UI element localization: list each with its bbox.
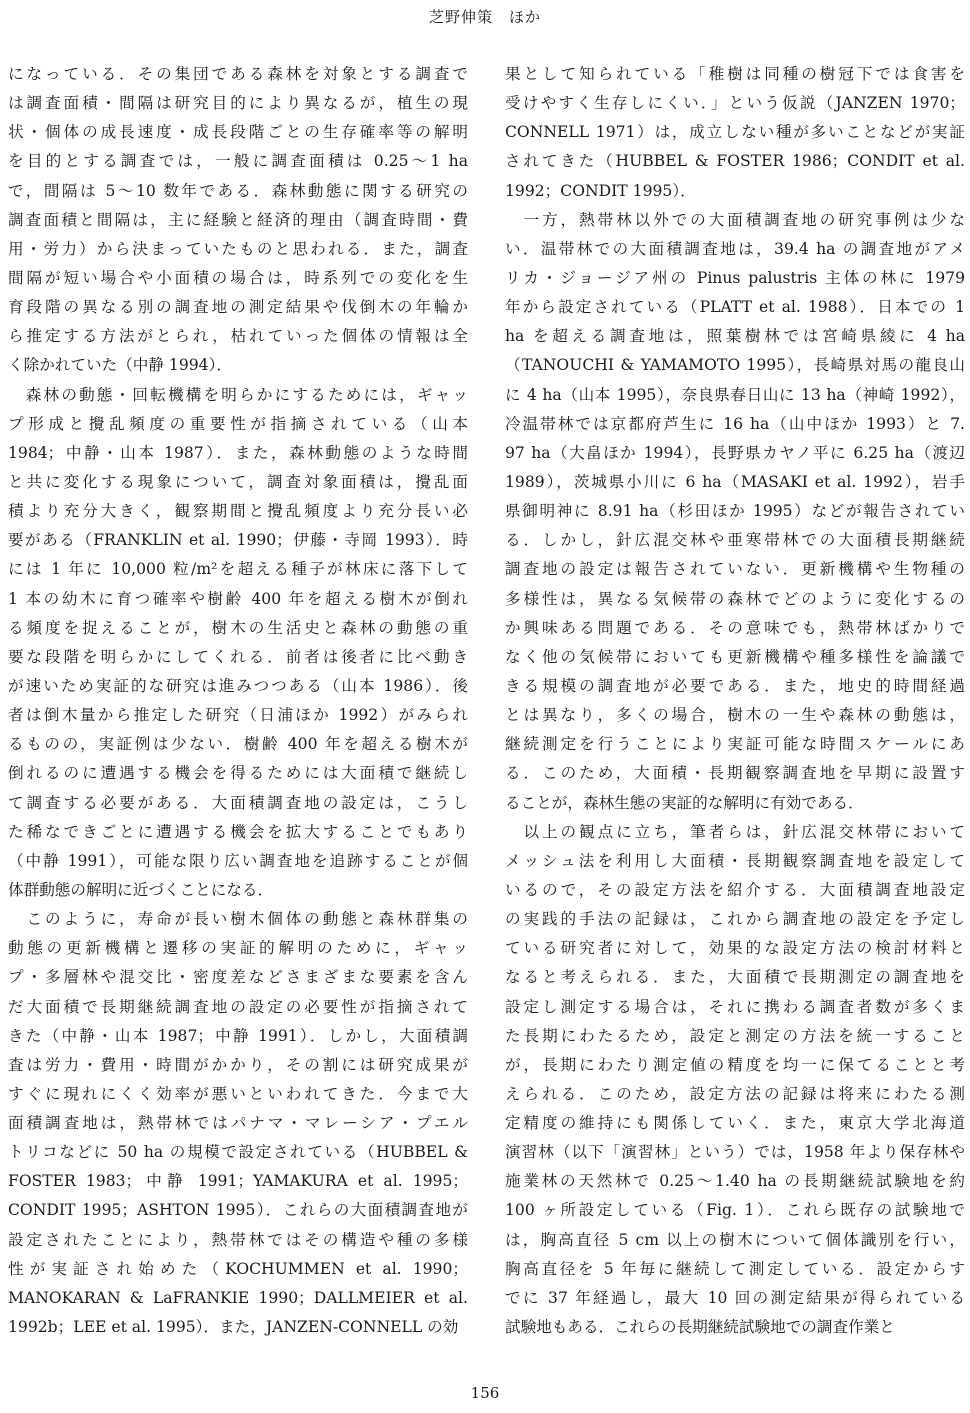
- text-line: リカ・ジョージア州の Pinus palustris 主体の林に 1979: [505, 268, 965, 287]
- text-line: は調査面積・間隔は研究目的により異なるが，植生の現: [8, 94, 468, 113]
- text-line: 胸高直径を 5 年毎に継続して測定している．設定からす: [505, 1259, 965, 1278]
- text-line: 調査面積と間隔は，主に経験と経済的理由（調査時間・費: [8, 210, 468, 229]
- text-line: た稀なできごとに遭遇する機会を拡大することでもあり: [8, 822, 468, 841]
- text-line: このように，寿命が長い樹木個体の動態と森林群集の: [8, 910, 468, 929]
- text-line: （TANOUCHI & YAMAMOTO 1995），長崎県対馬の龍良山: [505, 356, 965, 375]
- text-line: 1992b；LEE et al. 1995）．また，JANZEN-CONNELL の効: [8, 1318, 459, 1337]
- right-column: [505, 60, 965, 1342]
- text-line: 冷温帯林では京都府芦生に 16 ha（山中ほか 1993）と 7.: [505, 414, 965, 433]
- text-line: 1 本の幼木に育つ確率や樹齢 400 年を超える樹木が倒れ: [8, 589, 468, 608]
- text-line: CONNELL 1971）は，成立しない種が多いことなどが実証: [505, 123, 965, 142]
- text-line: と共に変化する現象について，調査対象面積は，攪乱面: [8, 472, 468, 491]
- text-line: た長期にわたるため，設定と測定の方法を統一すること: [505, 1026, 965, 1045]
- text-line: MANOKARAN & LaFRANKIE 1990；DALLMEIER et al.: [8, 1288, 468, 1307]
- text-line: プ・多層林や混交比・密度差などさまざまな要素を含ん: [8, 968, 468, 987]
- text-line: 性が実証され始めた（KOCHUMMEN et al. 1990；: [8, 1259, 468, 1278]
- text-line: く除かれていた（中静 1994）．: [8, 356, 232, 375]
- text-line: 試験地もある．これらの長期継続試験地での調査作業と: [505, 1318, 895, 1337]
- left-column: [8, 60, 468, 1342]
- text-line: 多様性は，異なる気候帯の森林でどのように変化するの: [505, 589, 965, 608]
- text-line: 査は労力・費用・時間がかかり，その割には研究成果が: [8, 1055, 468, 1074]
- text-line: 継続測定を行うことにより実証可能な時間スケールにあ: [505, 735, 965, 754]
- text-line: る．しかし，針広混交林や亜寒帯林での大面積長期継続: [505, 531, 965, 550]
- text-line: トリコなどに 50 ha の規模で設定されている（HUBBEL &: [8, 1143, 468, 1162]
- text-line: 年から設定されている（PLATT et al. 1988）．日本での 1: [505, 298, 965, 317]
- text-line: メッシュ法を利用し大面積・長期観察調査地を設定して: [505, 851, 965, 870]
- text-line: 100 ヶ所設定している（Fig. 1）．これら既存の試験地で: [505, 1201, 965, 1220]
- text-line: 定精度の維持にも関係していく．また，東京大学北海道: [505, 1114, 965, 1133]
- text-line: すぐに現れにくく効率が悪いといわれてきた．今まで大: [8, 1084, 468, 1103]
- text-line: 要な段階を明らかにしてくれる．前者は後者に比べ動き: [8, 647, 468, 666]
- text-line: る．このため，大面積・長期観察調査地を早期に設置す: [505, 764, 965, 783]
- text-line: は，胸高直径 5 cm 以上の樹木について個体識別を行い，: [505, 1230, 965, 1249]
- text-line: を目的とする調査では，一般に調査面積は 0.25〜1 ha: [8, 152, 468, 171]
- text-line: いるので，その設定方法を紹介する．大面積調査地設定: [505, 880, 965, 899]
- text-line: 設定されたことにより，熱帯林ではその構造や種の多様: [8, 1230, 468, 1249]
- text-line: で，間隔は 5〜10 数年である．森林動態に関する研究の: [8, 181, 468, 200]
- text-line: とは異なり，多くの場合，樹木の一生や森林の動態は，: [505, 706, 965, 725]
- text-line: 動態の更新機構と遷移の実証的解明のために，ギャッ: [8, 939, 468, 958]
- text-line: されてきた（HUBBEL & FOSTER 1986；CONDIT et al.: [505, 152, 965, 171]
- text-line: 以上の観点に立ち，筆者らは，針広混交林帯において: [505, 822, 965, 841]
- text-line: になっている．その集団である森林を対象とする調査で: [8, 65, 468, 83]
- text-line: なく他の気候帯においても更新機構や種多様性を論議で: [505, 647, 965, 666]
- text-line: ることが，森林生態の実証的な解明に有効である．: [505, 793, 864, 812]
- text-line: 森林の動態・回転機構を明らかにするためには，ギャッ: [8, 385, 468, 404]
- running-head: 芝野伸策 ほか: [428, 8, 541, 26]
- text-line: には 1 年に 10,000 粒/m²を超える種子が林床に落下して: [8, 560, 468, 579]
- text-line: 施業林の天然林で 0.25〜1.40 ha の長期継続試験地を約: [505, 1172, 965, 1191]
- text-line: 育段階の異なる別の調査地の測定結果や伐倒木の年輪か: [8, 298, 468, 317]
- text-line: FOSTER 1983；中静 1991；YAMAKURA et al. 1995；: [8, 1172, 468, 1191]
- text-line: きた（中静・山本 1987；中静 1991）．しかし，大面積調: [8, 1026, 468, 1045]
- text-line: 果として知られている「稚樹は同種の樹冠下では食害を: [505, 65, 965, 83]
- text-line: て調査する必要がある．大面積調査地の設定は，こうし: [8, 793, 468, 812]
- text-line: えられる．このため，設定方法の記録は将来にわたる測: [505, 1084, 965, 1103]
- text-line: が速いため実証的な研究は進みつつある（山本 1986）．後: [8, 676, 468, 695]
- text-line: 面積調査地は，熱帯林ではパナマ・マレーシア・プエル: [8, 1114, 468, 1133]
- text-line: 1992；CONDIT 1995）．: [505, 181, 696, 200]
- text-line: CONDIT 1995；ASHTON 1995）．これらの大面積調査地が: [8, 1201, 468, 1220]
- text-line: 積より充分大きく，観察期間と攪乱頻度より充分長い必: [8, 502, 468, 521]
- text-line: なると考えられる．また，大面積で長期測定の調査地を: [505, 968, 965, 987]
- text-line: （中静 1991），可能な限り広い調査地を追跡することが個: [8, 851, 468, 870]
- page-number: 156: [470, 1384, 500, 1402]
- text-line: の実践的手法の記録は，これから調査地の設定を予定し: [505, 910, 965, 929]
- text-line: プ形成と攪乱頻度の重要性が指摘されている（山本: [8, 414, 468, 433]
- text-line: ha を超える調査地は，照葉樹林では宮崎県綾に 4 ha: [505, 327, 965, 346]
- text-line: 演習林（以下「演習林」という）では，1958 年より保存林や: [505, 1143, 965, 1162]
- text-line: 状・個体の成長速度・成長段階ごとの生存確率等の解明: [8, 123, 468, 142]
- text-line: るものの，実証例は少ない．樹齢 400 年を超える樹木が: [8, 735, 468, 754]
- text-line: 要がある（FRANKLIN et al. 1990；伊藤・寺岡 1993）．時: [8, 531, 468, 550]
- text-line: が，長期にわたり測定値の精度を均一に保てることと考: [505, 1055, 965, 1074]
- text-line: 県御明神に 8.91 ha（杉田ほか 1995）などが報告されてい: [505, 502, 965, 521]
- text-line: に 4 ha（山本 1995），奈良県春日山に 13 ha（神崎 1992），: [505, 385, 965, 404]
- text-line: ら推定する方法がとられ，枯れていった個体の情報は全: [8, 327, 468, 346]
- text-line: る頻度を捉えることが，樹木の生活史と森林の動態の重: [8, 618, 468, 637]
- text-line: か興味ある問題である．その意味でも，熱帯林ばかりで: [505, 618, 965, 637]
- text-line: 97 ha（大畠ほか 1994），長野県カヤノ平に 6.25 ha（渡辺: [505, 443, 965, 462]
- text-line: きる規模の調査地が必要である．また，地史的時間経過: [505, 676, 965, 695]
- text-line: 者は倒木量から推定した研究（日浦ほか 1992）がみられ: [8, 706, 468, 725]
- text-line: 一方，熱帯林以外での大面積調査地の研究事例は少な: [505, 210, 965, 229]
- text-line: 間隔が短い場合や小面積の場合は，時系列での変化を生: [8, 268, 468, 287]
- text-line: だ大面積で長期継続調査地の設定の必要性が指摘されて: [8, 997, 468, 1016]
- text-line: 調査地の設定は報告されていない．更新機構や生物種の: [505, 560, 965, 579]
- text-line: ている研究者に対して，効果的な設定方法の検討材料と: [505, 939, 965, 958]
- text-line: い．温帯林での大面積調査地は，39.4 ha の調査地がアメ: [505, 239, 965, 258]
- text-line: 倒れるのに遭遇する機会を得るためには大面積で継続し: [8, 764, 468, 783]
- text-line: 用・労力）から決まっていたものと思われる．また，調査: [8, 239, 468, 258]
- text-line: でに 37 年経過し，最大 10 回の測定結果が得られている: [505, 1288, 965, 1307]
- text-line: 1989），茨城県小川に 6 ha（MASAKI et al. 1992），岩手: [505, 472, 965, 491]
- text-line: 1984；中静・山本 1987）．また，森林動態のような時間: [8, 443, 468, 462]
- text-line: 設定し測定する場合は，それに携わる調査者数が多くま: [505, 997, 965, 1016]
- text-line: 体群動態の解明に近づくことになる．: [8, 880, 274, 899]
- text-line: 受けやすく生存しにくい．」という仮説（JANZEN 1970；: [505, 94, 965, 113]
